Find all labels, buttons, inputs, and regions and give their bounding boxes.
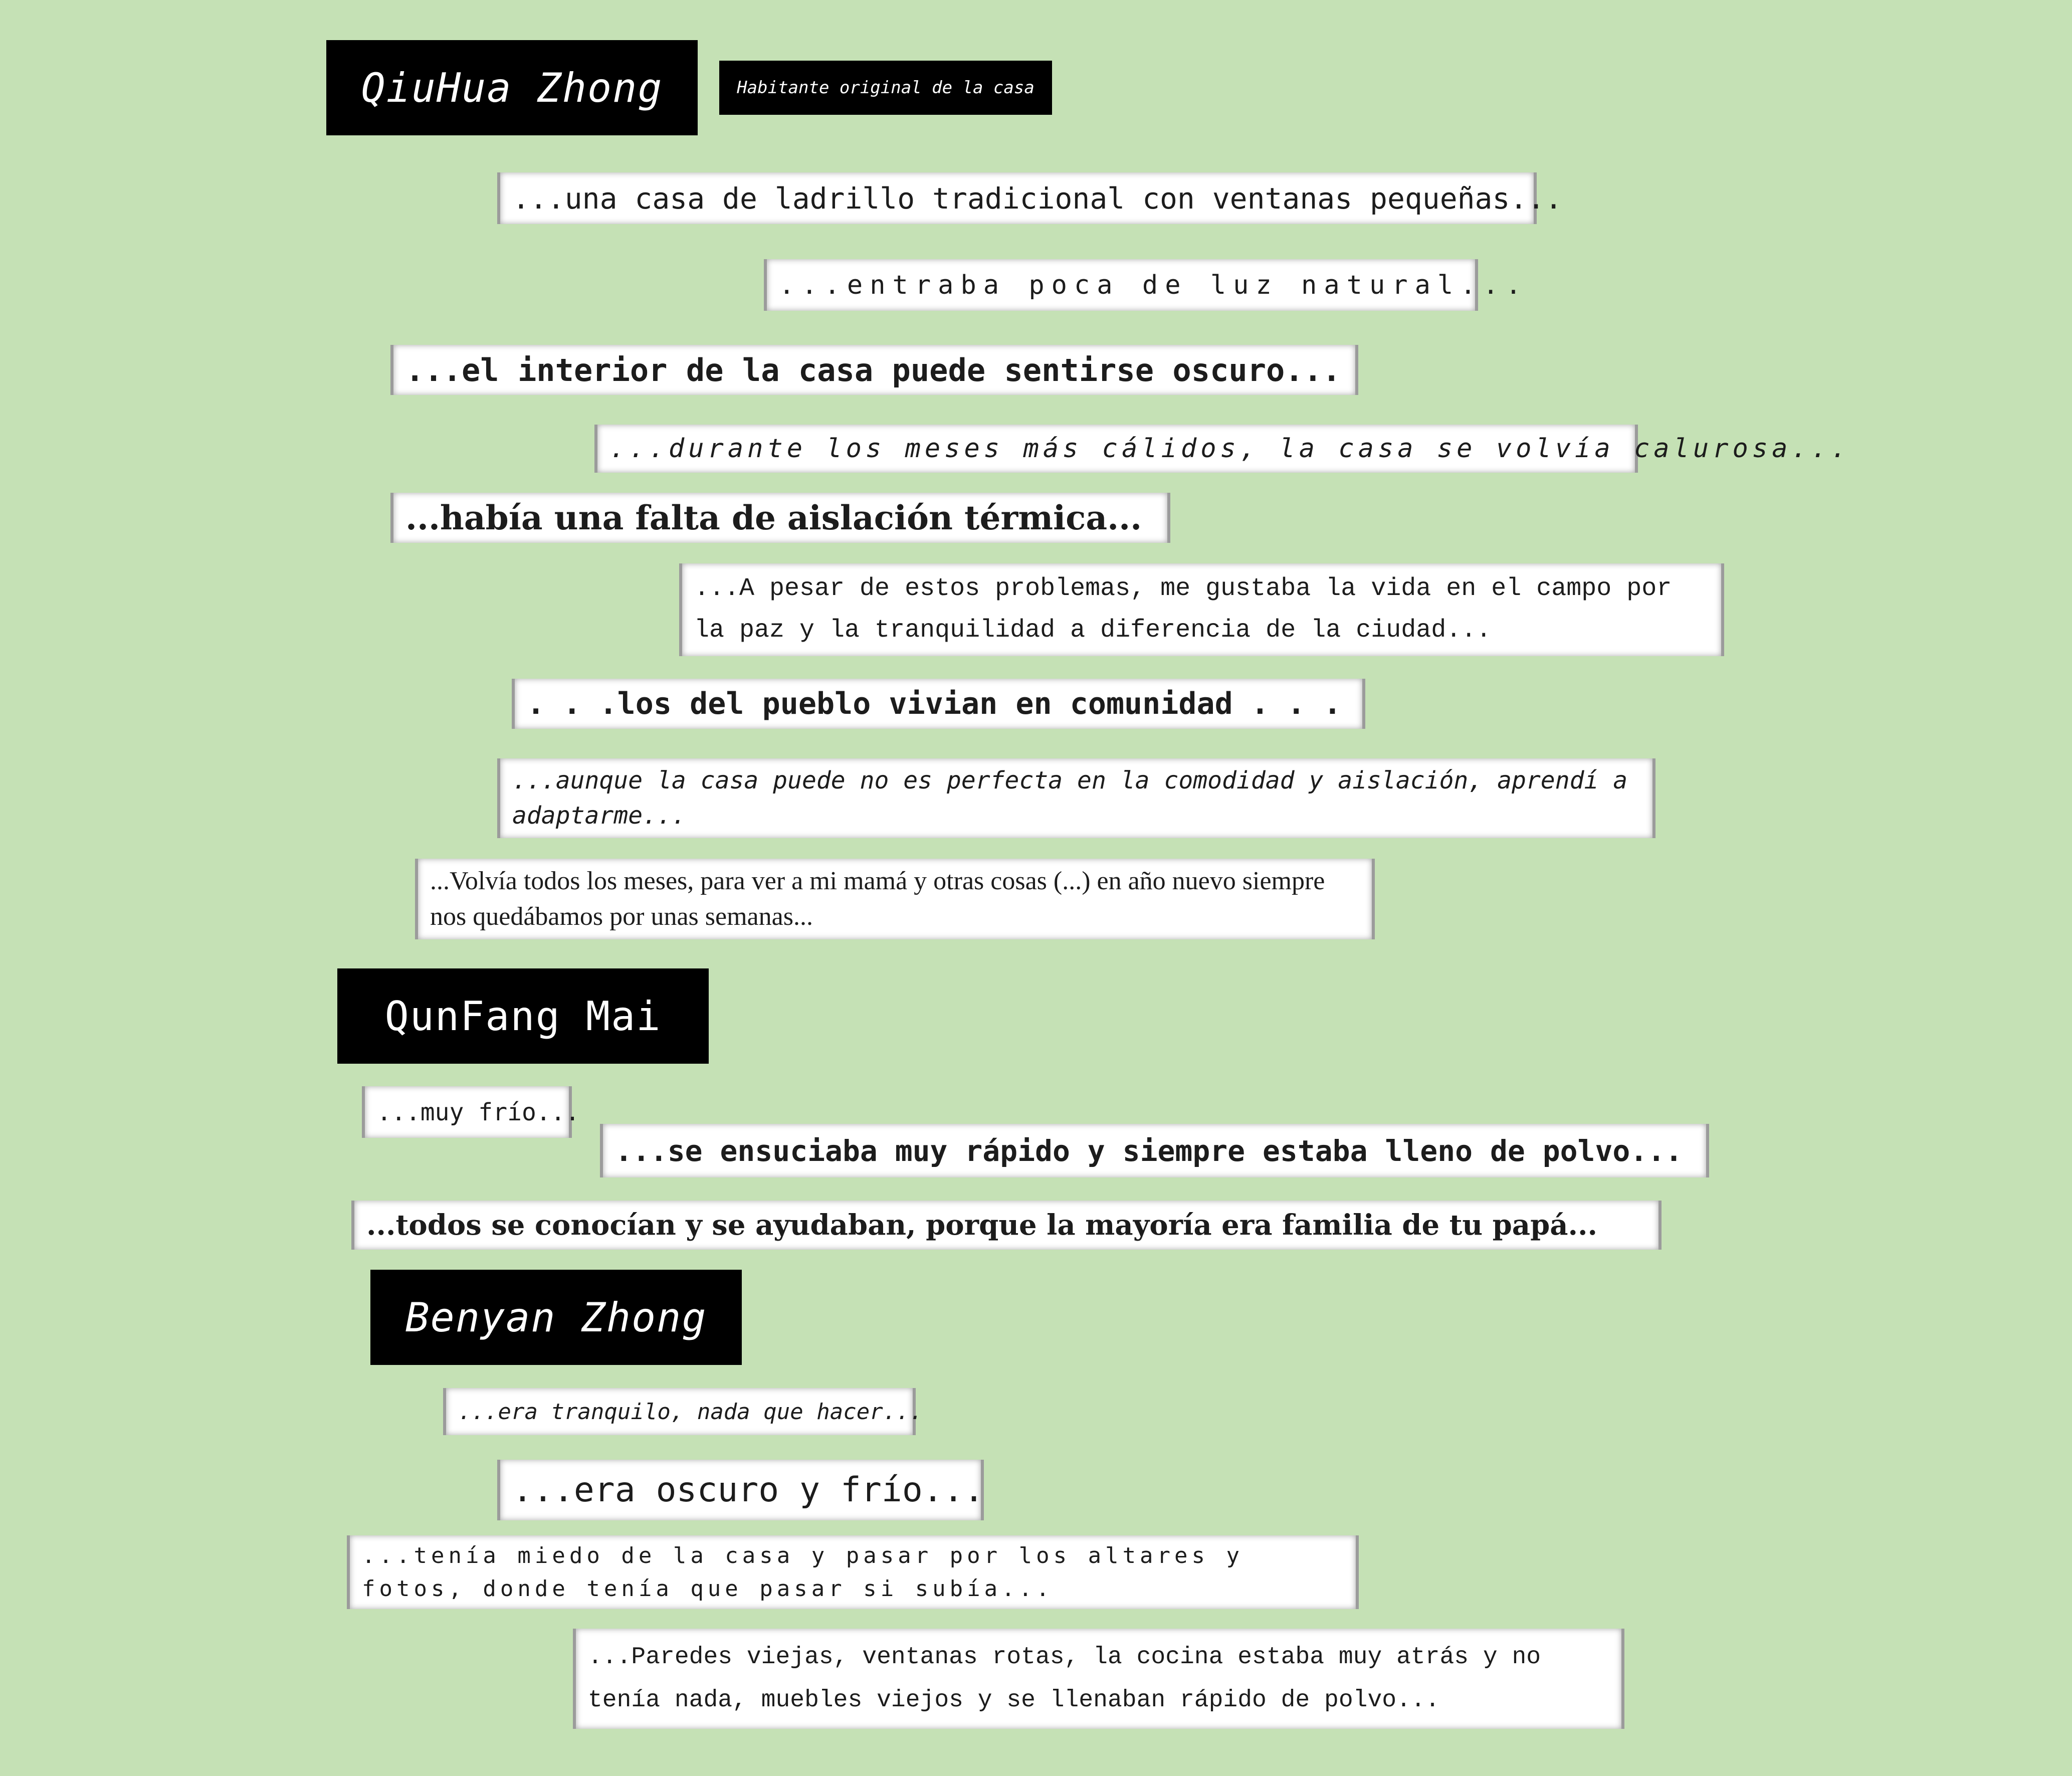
quote-strip: ...A pesar de estos problemas, me gustaba la vida en el campo por la paz y la tranquilidad a diferencia de la ciudad... (679, 563, 1724, 656)
quote-strip: ...era oscuro y frío... (497, 1460, 984, 1520)
quote-strip: ...el interior de la casa puede sentirse oscuro... (390, 345, 1358, 395)
quote-strip: ...se ensuciaba muy rápido y siempre estaba lleno de polvo... (600, 1124, 1709, 1177)
quote-strip: ...entraba poca de luz natural... (764, 259, 1478, 311)
person-label-benyan-zhong: Benyan Zhong (370, 1270, 742, 1365)
person-label-qiuhua-zhong: QiuHua Zhong (326, 40, 698, 135)
quote-strip: ...tenía miedo de la casa y pasar por los altares y fotos, donde tenía que pasar si subía... (347, 1535, 1359, 1609)
quote-strip: . . .los del pueblo vivian en comunidad . . . (512, 679, 1365, 729)
quote-strip: ...había una falta de aislación térmica... (390, 493, 1170, 543)
person-tag-original-inhabitant: Habitante original de la casa (719, 61, 1052, 115)
quote-strip: ...Paredes viejas, ventanas rotas, la cocina estaba muy atrás y no tenía nada, muebles viejos y se llenaban rápido de polvo... (573, 1629, 1624, 1729)
person-label-qunfang-mai: QunFang Mai (337, 968, 709, 1064)
quote-strip: ...aunque la casa puede no es perfecta en la comodidad y aislación, aprendí a adaptarme... (497, 758, 1655, 838)
quote-strip: ...muy frío... (362, 1086, 572, 1138)
quote-strip: ...Volvía todos los meses, para ver a mi mamá y otras cosas (...) en año nuevo siempre nos quedábamos por unas semanas... (415, 859, 1375, 939)
quote-strip: ...durante los meses más cálidos, la casa se volvía calurosa... (594, 425, 1638, 473)
quote-strip: ...todos se conocían y se ayudaban, porque la mayoría era familia de tu papá... (351, 1201, 1662, 1250)
quote-strip: ...una casa de ladrillo tradicional con ventanas pequeñas... (497, 172, 1537, 224)
quote-strip: ...era tranquilo, nada que hacer... (443, 1388, 916, 1435)
